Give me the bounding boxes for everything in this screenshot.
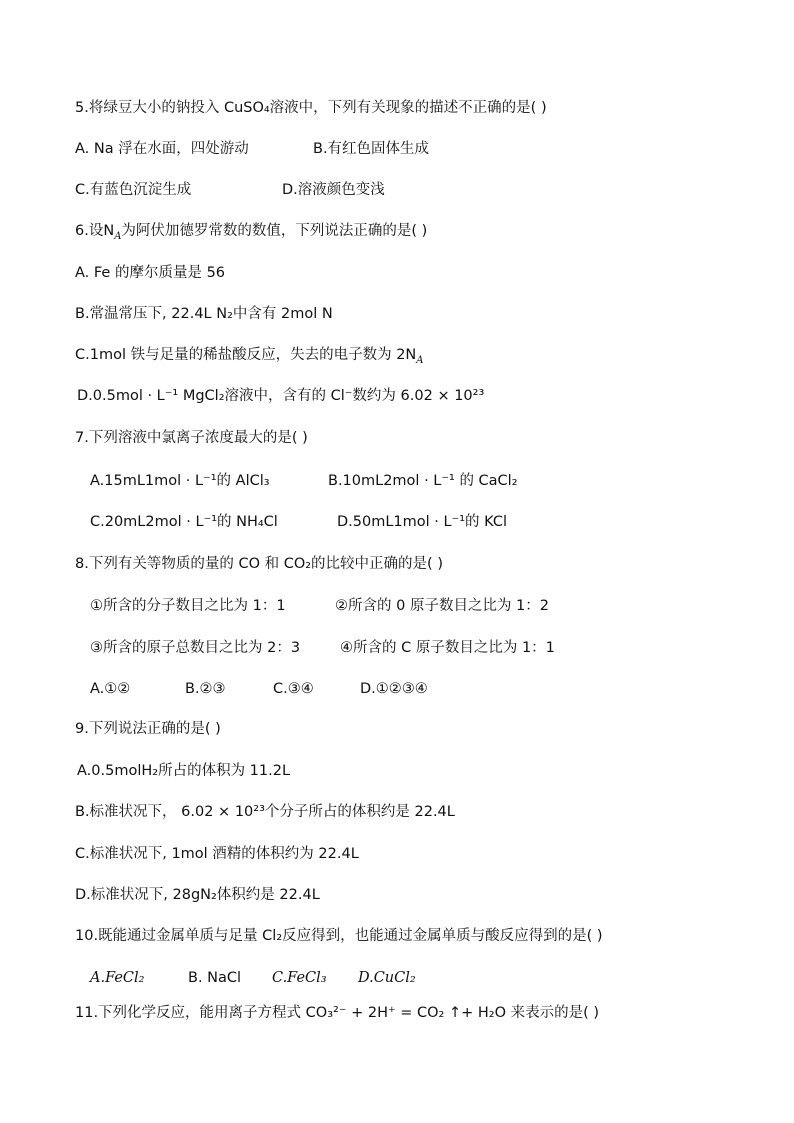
question-7-option-d: D.50mL1mol · L⁻¹的 KCl (337, 514, 508, 530)
question-6-stem-sub: A (114, 230, 122, 242)
question-10-option-b: B. NaCl (188, 970, 242, 986)
question-10-option-d: D.CuCl₂ (358, 970, 416, 986)
question-9-option-b: B.标准状况下， 6.02 × 10²³个分子所占的体积约是 22.4L (75, 804, 455, 820)
question-7-option-c: C.20mL2mol · L⁻¹的 NH₄Cl (90, 514, 278, 530)
question-10-stem: 10.既能通过金属单质与足量 Cl₂反应得到，也能通过金属单质与酸反应得到的是( ) (75, 928, 603, 944)
question-11-stem: 11.下列化学反应，能用离子方程式 CO₃²⁻ + 2H⁺ = CO₂ ↑+ H₂O 来表示的是( ) (75, 1005, 600, 1021)
question-9-option-d: D.标准状况下, 28gN₂体积约是 22.4L (75, 887, 320, 903)
question-8-statement-1: ①所含的分子数目之比为 1：1 (90, 598, 286, 614)
question-6-stem-b: 为阿伏加德罗常数的数值，下列说法正确的是( ) (121, 223, 428, 239)
question-6-option-c (75, 345, 424, 365)
question-8-option-b: B.②③ (185, 681, 226, 697)
question-9-stem: 9.下列说法正确的是( ) (75, 721, 221, 737)
question-5-option-a: A. Na 浮在水面，四处游动 (75, 141, 249, 157)
question-5-option-c: C.有蓝色沉淀生成 (75, 182, 192, 198)
question-5-stem: 5.将绿豆大小的钠投入 CuSO₄溶液中，下列有关现象的描述不正确的是( ) (75, 100, 547, 116)
question-6-option-b: B.常温常压下, 22.4L N₂中含有 2mol N (75, 306, 333, 322)
question-8-option-a: A.①② (90, 681, 131, 697)
question-5-option-b: B.有红色固体生成 (313, 141, 430, 157)
question-6-option-c-sub: A (416, 354, 424, 366)
question-8-stem: 8.下列有关等物质的量的 CO 和 CO₂的比较中正确的是( ) (75, 556, 443, 572)
question-6-option-c-text: C.1mol 铁与足量的稀盐酸反应，失去的电子数为 2N (75, 347, 417, 363)
question-6-stem-a: 6.设N (75, 223, 115, 239)
question-7-option-a: A.15mL1mol · L⁻¹的 AlCl₃ (90, 473, 270, 489)
question-5-option-d: D.溶液颜色变浅 (282, 182, 385, 198)
question-9-option-a: A.0.5molH₂所占的体积为 11.2L (77, 763, 291, 779)
question-8-statement-3: ③所含的原子总数目之比为 2：3 (90, 640, 301, 656)
question-10-option-a: A.FeCl₂ (90, 970, 145, 986)
question-8-option-c: C.③④ (273, 681, 314, 697)
question-9-option-c: C.标准状况下, 1mol 酒精的体积约为 22.4L (75, 846, 359, 862)
question-8-statement-4: ④所含的 C 原子数目之比为 1：1 (340, 640, 555, 656)
question-6-option-a: A. Fe 的摩尔质量是 56 (75, 265, 226, 281)
question-6-option-d: D.0.5mol · L⁻¹ MgCl₂溶液中，含有的 Cl⁻数约为 6.02 × 10²³ (77, 388, 485, 404)
question-7-option-b: B.10mL2mol · L⁻¹ 的 CaCl₂ (328, 473, 518, 489)
question-7-stem: 7.下列溶液中氯离子浓度最大的是( ) (75, 430, 308, 446)
question-6-stem (75, 221, 427, 241)
question-8-option-d: D.①②③④ (360, 681, 428, 697)
question-10-option-c: C.FeCl₃ (272, 970, 327, 986)
question-8-statement-2: ②所含的 0 原子数目之比为 1：2 (335, 598, 550, 614)
